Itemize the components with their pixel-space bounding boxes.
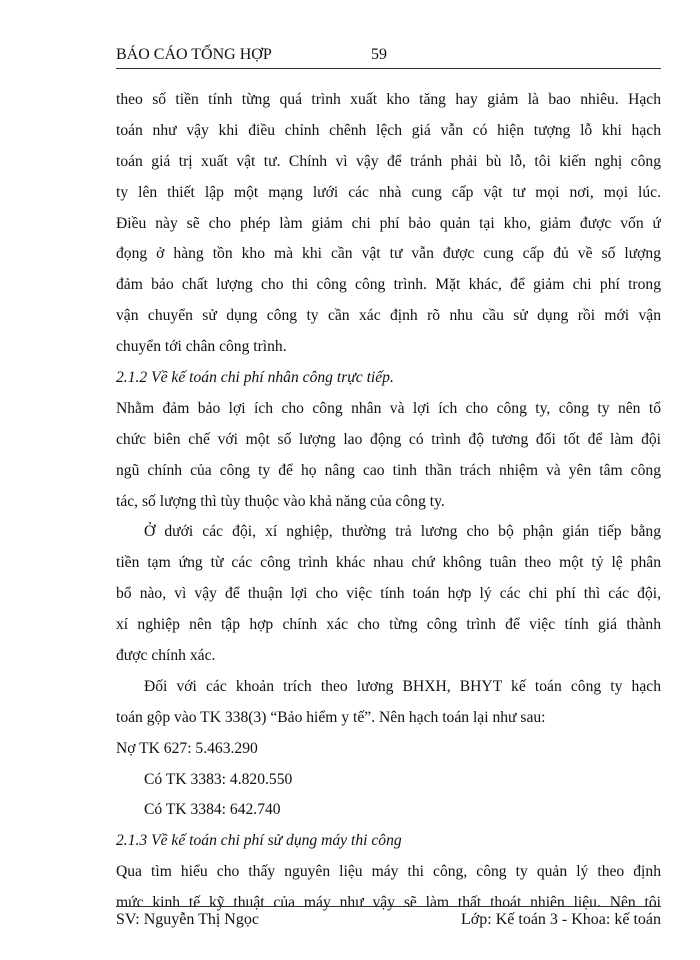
- text-line: xí nghiệp nên tập hợp chính xác cho từng công trình để việc tính giá thành: [116, 616, 661, 634]
- text-line: theo số tiền tính từng quá trình xuất kho tăng hay giảm là bao nhiêu. Hạch: [116, 91, 661, 108]
- text-line: toán giá trị xuất vật tư. Chính vì vậy để tránh phải bù lỗ, tôi kiến nghị công: [116, 152, 661, 170]
- text-line: ty lên thiết lập một mạng lưới các nhà cung cấp vật tư mọi nơi, mọi lúc.: [116, 183, 661, 201]
- paragraph: [116, 394, 661, 518]
- text-line: đọng ở hàng tồn kho mà khi cần vật tư vẫn được cung cấp đủ về số lượng: [116, 245, 661, 263]
- text-line: ngũ chính của công ty để họ nâng cao tinh thần trách nhiệm và yên tâm công: [116, 461, 661, 479]
- text-line: toán gộp vào TK 338(3) “Bảo hiểm y tế”. Nên hạch toán lại như sau:: [116, 708, 546, 726]
- class-info: Lớp: Kế toán 3 - Khoa: kế toán: [461, 911, 661, 928]
- page-header: [116, 44, 661, 69]
- debit-entry: Nợ TK 627: 5.463.290: [116, 739, 258, 757]
- report-title: BÁO CÁO TỔNG HỢP: [116, 46, 272, 63]
- text-line: Đối với các khoản trích theo lương BHXH, BHYT kế toán công ty hạch: [144, 677, 661, 695]
- text-line: Nhằm đảm bảo lợi ích cho công nhân và lợi ích cho công ty, công ty nên tổ: [116, 399, 661, 417]
- text-line: đảm bảo chất lượng cho thi công công trình. Mặt khác, để giảm chi phí trong: [116, 276, 661, 294]
- credit-entry: Có TK 3384: 642.740: [144, 801, 281, 819]
- paragraph: [116, 85, 661, 363]
- text-line: tác, số lượng thì tùy thuộc vào khả năng của công ty.: [116, 492, 445, 510]
- text-line: Điều này sẽ cho phép làm giảm chi phí bảo quản tại kho, giảm được vốn ứ: [116, 214, 661, 232]
- text-line: Qua tìm hiểu cho thấy nguyên liệu máy thi công, công ty quản lý theo định: [116, 863, 661, 881]
- text-line: mức kinh tế kỹ thuật của máy như vậy sẽ làm thất thoát nhiên liệu. Nên tôi: [116, 894, 661, 912]
- student-name: SV: Nguyễn Thị Ngọc: [116, 911, 259, 928]
- section-heading: 2.1.2 Về kế toán chi phí nhân công trực tiếp.: [116, 369, 394, 387]
- paragraph: [116, 672, 661, 734]
- credit-entry: Có TK 3383: 4.820.550: [144, 770, 293, 788]
- text-line: tiền tạm ứng từ các công trình khác nhau chứ không tuân theo một tỷ lệ phân: [116, 554, 661, 572]
- text-line: vận chuyển sử dụng công ty cần xác định rõ nhu cầu sử dụng rồi mới vận: [116, 307, 661, 325]
- document-body: [116, 85, 661, 919]
- text-line: được chính xác.: [116, 647, 216, 665]
- text-line: toán như vậy khi điều chỉnh chênh lệch giá vẫn có hiện tượng lỗ khi hạch: [116, 121, 661, 139]
- section-heading: 2.1.3 Về kế toán chi phí sử dụng máy thi công: [116, 832, 402, 850]
- text-line: Ở dưới các đội, xí nghiệp, thường trả lương cho bộ phận gián tiếp bằng: [144, 523, 661, 541]
- page-number: 59: [371, 46, 387, 63]
- paragraph: [116, 857, 661, 919]
- text-line: bổ nào, vì vậy để thuận lợi cho việc tính toán hợp lý các chi phí thì các đội,: [116, 585, 661, 603]
- paragraph: [116, 517, 661, 671]
- text-line: chức biên chế với một số lượng lao động có trình độ tương đối tốt để làm đội: [116, 430, 661, 448]
- page-footer: [116, 906, 661, 928]
- text-line: chuyển tới chân công trình.: [116, 338, 287, 356]
